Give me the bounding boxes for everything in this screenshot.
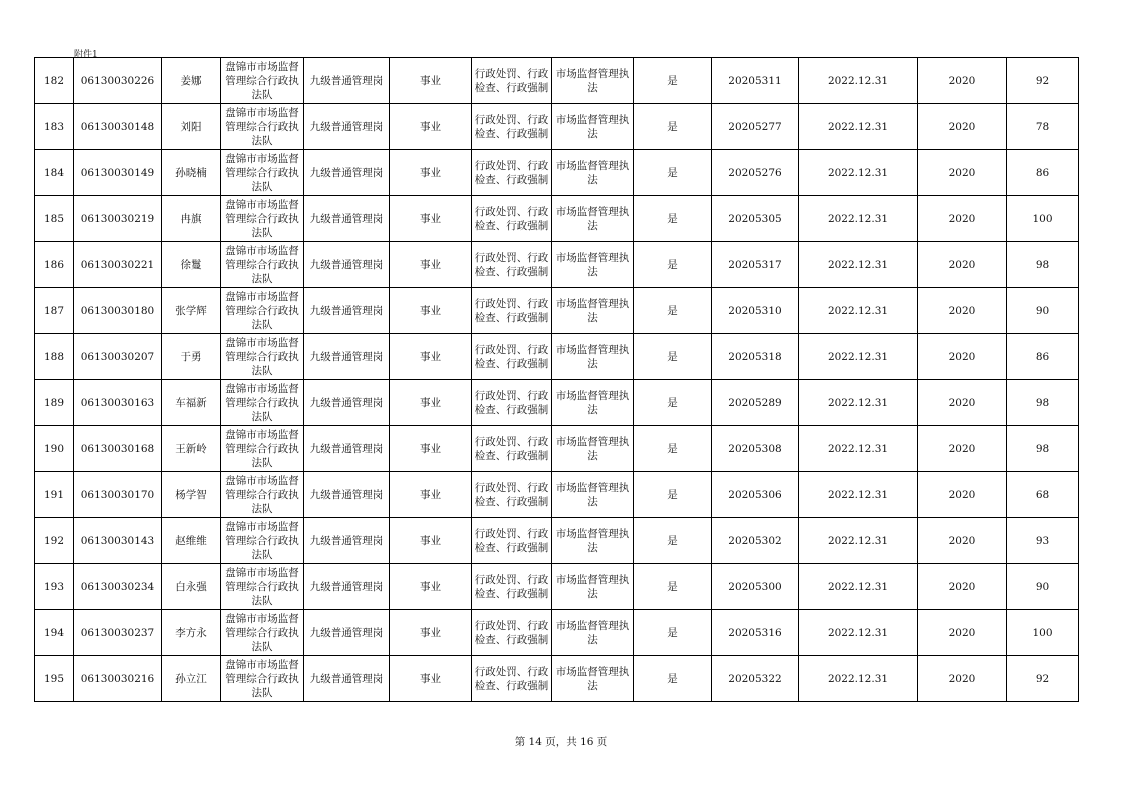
score-cell: 93 [1007, 518, 1079, 564]
valid-until-cell: 2022.12.31 [799, 518, 918, 564]
id-number-cell: 06130030170 [74, 472, 162, 518]
post-level-cell: 九级普通管理岗 [304, 426, 390, 472]
certificate-number-cell: 20205276 [712, 150, 799, 196]
enforcement-field-cell: 市场监督管理执法 [552, 104, 634, 150]
valid-until-cell: 2022.12.31 [799, 58, 918, 104]
enforcement-type-cell: 行政处罚、行政检查、行政强制 [472, 104, 552, 150]
qualified-cell: 是 [634, 150, 712, 196]
enforcement-type-cell: 行政处罚、行政检查、行政强制 [472, 334, 552, 380]
table-row [35, 656, 1079, 702]
enforcement-field-cell: 市场监督管理执法 [552, 518, 634, 564]
valid-until-cell: 2022.12.31 [799, 150, 918, 196]
nature-cell: 事业 [390, 610, 472, 656]
seq-cell: 194 [35, 610, 74, 656]
enforcement-field-cell: 市场监督管理执法 [552, 58, 634, 104]
seq-cell: 183 [35, 104, 74, 150]
table-row [35, 472, 1079, 518]
table-row [35, 242, 1079, 288]
nature-cell: 事业 [390, 472, 472, 518]
qualified-cell: 是 [634, 104, 712, 150]
id-number-cell: 06130030163 [74, 380, 162, 426]
table-row [35, 150, 1079, 196]
enforcement-field-cell: 市场监督管理执法 [552, 196, 634, 242]
year-cell: 2020 [918, 426, 1007, 472]
year-cell: 2020 [918, 104, 1007, 150]
seq-cell: 187 [35, 288, 74, 334]
enforcement-field-cell: 市场监督管理执法 [552, 334, 634, 380]
name-cell: 姜娜 [162, 58, 221, 104]
year-cell: 2020 [918, 380, 1007, 426]
name-cell: 刘阳 [162, 104, 221, 150]
score-cell: 100 [1007, 196, 1079, 242]
unit-cell: 盘锦市市场监督管理综合行政执法队 [221, 380, 304, 426]
valid-until-cell: 2022.12.31 [799, 334, 918, 380]
qualified-cell: 是 [634, 288, 712, 334]
score-cell: 92 [1007, 656, 1079, 702]
nature-cell: 事业 [390, 196, 472, 242]
unit-cell: 盘锦市市场监督管理综合行政执法队 [221, 564, 304, 610]
unit-cell: 盘锦市市场监督管理综合行政执法队 [221, 656, 304, 702]
score-cell: 86 [1007, 334, 1079, 380]
seq-cell: 186 [35, 242, 74, 288]
nature-cell: 事业 [390, 242, 472, 288]
enforcement-type-cell: 行政处罚、行政检查、行政强制 [472, 196, 552, 242]
post-level-cell: 九级普通管理岗 [304, 242, 390, 288]
unit-cell: 盘锦市市场监督管理综合行政执法队 [221, 518, 304, 564]
table-row [35, 196, 1079, 242]
name-cell: 张学辉 [162, 288, 221, 334]
post-level-cell: 九级普通管理岗 [304, 472, 390, 518]
name-cell: 于勇 [162, 334, 221, 380]
post-level-cell: 九级普通管理岗 [304, 518, 390, 564]
qualified-cell: 是 [634, 426, 712, 472]
qualified-cell: 是 [634, 564, 712, 610]
seq-cell: 188 [35, 334, 74, 380]
enforcement-field-cell: 市场监督管理执法 [552, 288, 634, 334]
nature-cell: 事业 [390, 426, 472, 472]
post-level-cell: 九级普通管理岗 [304, 334, 390, 380]
seq-cell: 195 [35, 656, 74, 702]
unit-cell: 盘锦市市场监督管理综合行政执法队 [221, 104, 304, 150]
certificate-number-cell: 20205310 [712, 288, 799, 334]
unit-cell: 盘锦市市场监督管理综合行政执法队 [221, 196, 304, 242]
seq-cell: 184 [35, 150, 74, 196]
unit-cell: 盘锦市市场监督管理综合行政执法队 [221, 150, 304, 196]
enforcement-type-cell: 行政处罚、行政检查、行政强制 [472, 518, 552, 564]
qualified-cell: 是 [634, 610, 712, 656]
year-cell: 2020 [918, 472, 1007, 518]
table-row [35, 104, 1079, 150]
attachment-label: 附件1 [74, 50, 98, 60]
certificate-number-cell: 20205308 [712, 426, 799, 472]
name-cell: 车福新 [162, 380, 221, 426]
nature-cell: 事业 [390, 104, 472, 150]
post-level-cell: 九级普通管理岗 [304, 656, 390, 702]
valid-until-cell: 2022.12.31 [799, 288, 918, 334]
enforcement-type-cell: 行政处罚、行政检查、行政强制 [472, 58, 552, 104]
table-body [35, 58, 1079, 702]
enforcement-field-cell: 市场监督管理执法 [552, 472, 634, 518]
enforcement-type-cell: 行政处罚、行政检查、行政强制 [472, 150, 552, 196]
score-cell: 98 [1007, 426, 1079, 472]
certificate-number-cell: 20205289 [712, 380, 799, 426]
post-level-cell: 九级普通管理岗 [304, 150, 390, 196]
id-number-cell: 06130030143 [74, 518, 162, 564]
unit-cell: 盘锦市市场监督管理综合行政执法队 [221, 610, 304, 656]
certificate-number-cell: 20205311 [712, 58, 799, 104]
valid-until-cell: 2022.12.31 [799, 564, 918, 610]
qualified-cell: 是 [634, 656, 712, 702]
certificate-number-cell: 20205305 [712, 196, 799, 242]
enforcement-field-cell: 市场监督管理执法 [552, 426, 634, 472]
post-level-cell: 九级普通管理岗 [304, 564, 390, 610]
certificate-number-cell: 20205322 [712, 656, 799, 702]
year-cell: 2020 [918, 610, 1007, 656]
certificate-number-cell: 20205317 [712, 242, 799, 288]
year-cell: 2020 [918, 656, 1007, 702]
year-cell: 2020 [918, 334, 1007, 380]
certificate-number-cell: 20205318 [712, 334, 799, 380]
enforcement-field-cell: 市场监督管理执法 [552, 656, 634, 702]
qualified-cell: 是 [634, 196, 712, 242]
nature-cell: 事业 [390, 288, 472, 334]
nature-cell: 事业 [390, 150, 472, 196]
id-number-cell: 06130030221 [74, 242, 162, 288]
table-row [35, 426, 1079, 472]
valid-until-cell: 2022.12.31 [799, 472, 918, 518]
enforcement-field-cell: 市场监督管理执法 [552, 242, 634, 288]
certificate-number-cell: 20205277 [712, 104, 799, 150]
unit-cell: 盘锦市市场监督管理综合行政执法队 [221, 426, 304, 472]
year-cell: 2020 [918, 196, 1007, 242]
score-cell: 90 [1007, 564, 1079, 610]
score-cell: 100 [1007, 610, 1079, 656]
id-number-cell: 06130030148 [74, 104, 162, 150]
id-number-cell: 06130030216 [74, 656, 162, 702]
id-number-cell: 06130030207 [74, 334, 162, 380]
name-cell: 杨学智 [162, 472, 221, 518]
valid-until-cell: 2022.12.31 [799, 656, 918, 702]
nature-cell: 事业 [390, 380, 472, 426]
id-number-cell: 06130030149 [74, 150, 162, 196]
personnel-table [34, 57, 1079, 702]
id-number-cell: 06130030234 [74, 564, 162, 610]
seq-cell: 185 [35, 196, 74, 242]
seq-cell: 182 [35, 58, 74, 104]
post-level-cell: 九级普通管理岗 [304, 288, 390, 334]
unit-cell: 盘锦市市场监督管理综合行政执法队 [221, 242, 304, 288]
score-cell: 78 [1007, 104, 1079, 150]
qualified-cell: 是 [634, 472, 712, 518]
name-cell: 王新岭 [162, 426, 221, 472]
name-cell: 冉旗 [162, 196, 221, 242]
qualified-cell: 是 [634, 242, 712, 288]
table-row [35, 380, 1079, 426]
year-cell: 2020 [918, 242, 1007, 288]
enforcement-field-cell: 市场监督管理执法 [552, 380, 634, 426]
valid-until-cell: 2022.12.31 [799, 426, 918, 472]
name-cell: 徐鬘 [162, 242, 221, 288]
nature-cell: 事业 [390, 58, 472, 104]
table-row [35, 58, 1079, 104]
nature-cell: 事业 [390, 334, 472, 380]
enforcement-type-cell: 行政处罚、行政检查、行政强制 [472, 242, 552, 288]
year-cell: 2020 [918, 288, 1007, 334]
qualified-cell: 是 [634, 334, 712, 380]
enforcement-type-cell: 行政处罚、行政检查、行政强制 [472, 426, 552, 472]
enforcement-type-cell: 行政处罚、行政检查、行政强制 [472, 288, 552, 334]
enforcement-type-cell: 行政处罚、行政检查、行政强制 [472, 610, 552, 656]
post-level-cell: 九级普通管理岗 [304, 380, 390, 426]
certificate-number-cell: 20205316 [712, 610, 799, 656]
id-number-cell: 06130030237 [74, 610, 162, 656]
qualified-cell: 是 [634, 380, 712, 426]
year-cell: 2020 [918, 564, 1007, 610]
unit-cell: 盘锦市市场监督管理综合行政执法队 [221, 472, 304, 518]
post-level-cell: 九级普通管理岗 [304, 196, 390, 242]
year-cell: 2020 [918, 150, 1007, 196]
score-cell: 86 [1007, 150, 1079, 196]
enforcement-type-cell: 行政处罚、行政检查、行政强制 [472, 656, 552, 702]
year-cell: 2020 [918, 518, 1007, 564]
seq-cell: 190 [35, 426, 74, 472]
seq-cell: 192 [35, 518, 74, 564]
enforcement-field-cell: 市场监督管理执法 [552, 150, 634, 196]
name-cell: 李方永 [162, 610, 221, 656]
unit-cell: 盘锦市市场监督管理综合行政执法队 [221, 288, 304, 334]
page-number: 第 14 页，共 16 页 [514, 736, 608, 748]
table-row [35, 288, 1079, 334]
valid-until-cell: 2022.12.31 [799, 242, 918, 288]
valid-until-cell: 2022.12.31 [799, 196, 918, 242]
seq-cell: 193 [35, 564, 74, 610]
enforcement-type-cell: 行政处罚、行政检查、行政强制 [472, 472, 552, 518]
certificate-number-cell: 20205306 [712, 472, 799, 518]
id-number-cell: 06130030180 [74, 288, 162, 334]
valid-until-cell: 2022.12.31 [799, 104, 918, 150]
enforcement-type-cell: 行政处罚、行政检查、行政强制 [472, 564, 552, 610]
score-cell: 98 [1007, 242, 1079, 288]
seq-cell: 189 [35, 380, 74, 426]
qualified-cell: 是 [634, 58, 712, 104]
post-level-cell: 九级普通管理岗 [304, 58, 390, 104]
unit-cell: 盘锦市市场监督管理综合行政执法队 [221, 58, 304, 104]
score-cell: 98 [1007, 380, 1079, 426]
certificate-number-cell: 20205302 [712, 518, 799, 564]
enforcement-field-cell: 市场监督管理执法 [552, 610, 634, 656]
table-row [35, 334, 1079, 380]
qualified-cell: 是 [634, 518, 712, 564]
enforcement-field-cell: 市场监督管理执法 [552, 564, 634, 610]
id-number-cell: 06130030219 [74, 196, 162, 242]
year-cell: 2020 [918, 58, 1007, 104]
name-cell: 孙立江 [162, 656, 221, 702]
table-row [35, 610, 1079, 656]
name-cell: 孙晓楠 [162, 150, 221, 196]
score-cell: 68 [1007, 472, 1079, 518]
nature-cell: 事业 [390, 564, 472, 610]
id-number-cell: 06130030226 [74, 58, 162, 104]
post-level-cell: 九级普通管理岗 [304, 610, 390, 656]
name-cell: 赵维维 [162, 518, 221, 564]
table-row [35, 518, 1079, 564]
post-level-cell: 九级普通管理岗 [304, 104, 390, 150]
table-row [35, 564, 1079, 610]
seq-cell: 191 [35, 472, 74, 518]
nature-cell: 事业 [390, 518, 472, 564]
score-cell: 90 [1007, 288, 1079, 334]
certificate-number-cell: 20205300 [712, 564, 799, 610]
nature-cell: 事业 [390, 656, 472, 702]
valid-until-cell: 2022.12.31 [799, 610, 918, 656]
score-cell: 92 [1007, 58, 1079, 104]
enforcement-type-cell: 行政处罚、行政检查、行政强制 [472, 380, 552, 426]
id-number-cell: 06130030168 [74, 426, 162, 472]
name-cell: 白永强 [162, 564, 221, 610]
unit-cell: 盘锦市市场监督管理综合行政执法队 [221, 334, 304, 380]
valid-until-cell: 2022.12.31 [799, 380, 918, 426]
